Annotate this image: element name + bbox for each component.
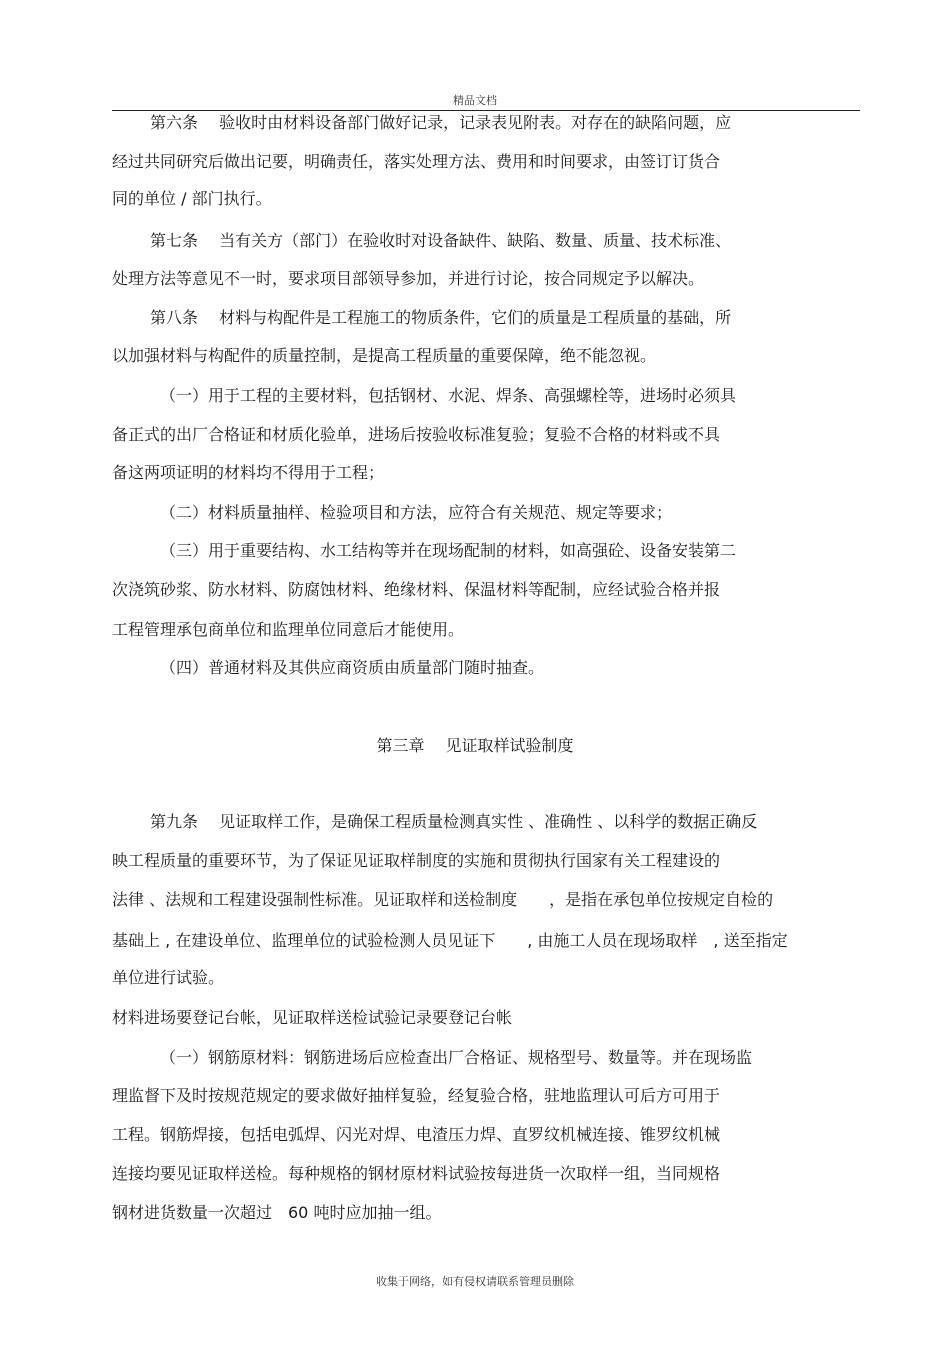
article-6-line-1: 第六条 验收时由材料设备部门做好记录，记录表见附表。对存在的缺陷问题，应 — [150, 113, 732, 132]
item-1-line-2: 备正式的出厂合格证和材质化验单，进场后按验收标准复验；复验不合格的材料或不具 — [112, 425, 721, 444]
rebar-item-line-4: 连接均要见证取样送检。每种规格的钢材原材料试验按每进货一次取样一组，当同规格 — [112, 1164, 721, 1183]
article-9-line-3: 法律 、法规和工程建设强制性标准。见证取样和送检制度 ，是指在承包单位按规定自检的 — [112, 890, 774, 909]
rebar-item-line-2: 理监督下及时按规范规定的要求做好抽样复验，经复验合格，驻地监理认可后方可用于 — [112, 1086, 721, 1105]
page-header: 精品文档 — [453, 94, 497, 107]
article-7-line-2: 处理方法等意见不一时，要求项目部领导参加，并进行讨论，按合同规定予以解决。 — [112, 269, 705, 288]
item-4-line-1: （四）普通材料及其供应商资质由质量部门随时抽查。 — [160, 658, 545, 677]
article-7-line-1: 第七条 当有关方（部门）在验收时对设备缺件、缺陷、数量、质量、技术标准、 — [150, 231, 732, 250]
item-1-line-1: （一）用于工程的主要材料，包括钢材、水泥、焊条、高强螺栓等，进场时必须具 — [160, 386, 737, 405]
item-2-line-1: （二）材料质量抽样、检验项目和方法，应符合有关规范、规定等要求； — [160, 503, 673, 522]
rebar-item-line-3: 工程。钢筋焊接，包括电弧焊、闪光对焊、电渣压力焊、直罗纹机械连接、锥罗纹机械 — [112, 1125, 721, 1144]
article-9-line-2: 映工程质量的重要环节，为了保证见证取样制度的实施和贯彻执行国家有关工程建设的 — [112, 851, 721, 870]
ledger-note: 材料进场要登记台帐，见证取样送检试验记录要登记台帐 — [112, 1008, 513, 1027]
item-3-line-2: 次浇筑砂浆、防水材料、防腐蚀材料、绝缘材料、保温材料等配制，应经试验合格并报 — [112, 580, 721, 599]
article-8-line-2: 以加强材料与构配件的质量控制，是提高工程质量的重要保障，绝不能忽视。 — [112, 346, 657, 365]
article-6-line-3: 同的单位 / 部门执行。 — [112, 189, 272, 208]
item-1-line-3: 备这两项证明的材料均不得用于工程； — [112, 463, 385, 482]
rebar-item-line-1: （一）钢筋原材料：钢筋进场后应检查出厂合格证、规格型号、数量等。并在现场监 — [160, 1048, 753, 1067]
article-9-line-1: 第九条 见证取样工作，是确保工程质量检测真实性 、准确性 、以科学的数据正确反 — [150, 812, 758, 831]
page-footer: 收集于网络，如有侵权请联系管理员删除 — [376, 1275, 574, 1288]
article-9-line-4: 基础上 , 在建设单位、监理单位的试验检测人员见证下 , 由施工人员在现场取样 , 送至指定 — [112, 931, 788, 950]
chapter-heading: 第三章 见证取样试验制度 — [376, 736, 574, 755]
article-6-line-2: 经过共同研究后做出记要，明确责任，落实处理方法、费用和时间要求，由签订订货合 — [112, 152, 721, 171]
article-8-line-1: 第八条 材料与构配件是工程施工的物质条件，它们的质量是工程质量的基础，所 — [150, 308, 732, 327]
item-3-line-3: 工程管理承包商单位和监理单位同意后才能使用。 — [112, 620, 465, 639]
article-9-line-5: 单位进行试验。 — [112, 968, 225, 987]
item-3-line-1: （三）用于重要结构、水工结构等并在现场配制的材料，如高强砼、设备安装第二 — [160, 541, 737, 560]
header-rule — [112, 110, 860, 111]
rebar-item-line-5: 钢材进货数量一次超过 60 吨时应加抽一组。 — [112, 1203, 442, 1222]
